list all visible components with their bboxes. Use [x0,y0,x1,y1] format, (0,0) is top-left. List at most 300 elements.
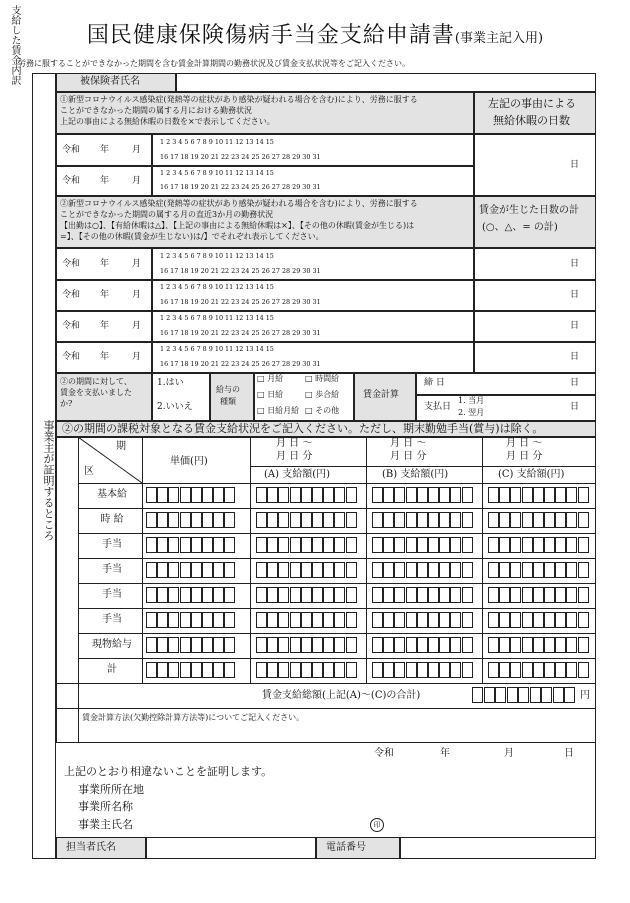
amount-b-digit-box[interactable] [439,612,450,628]
unit-price-digit-box[interactable] [224,487,235,503]
amount-c-digit-box[interactable] [488,562,499,578]
total-digit-box[interactable] [507,687,518,703]
amount-a-digit-box[interactable] [323,537,334,553]
amount-b-digit-box[interactable] [428,487,439,503]
amount-a-digit-box[interactable] [301,587,312,603]
amount-b-digit-box[interactable] [462,537,473,553]
unit-price-digit-box[interactable] [191,537,202,553]
amount-c-digit-box[interactable] [566,587,577,603]
amount-c-digit-box[interactable] [578,512,589,528]
total-digit-box[interactable] [530,687,541,703]
amount-c-digit-box[interactable] [544,637,555,653]
amount-a-digit-box[interactable] [301,487,312,503]
amount-a-digit-box[interactable] [346,537,357,553]
amount-a-digit-box[interactable] [346,662,357,678]
unit-price-digit-box[interactable] [213,562,224,578]
amount-c-digit-box[interactable] [499,562,510,578]
amount-b-digit-box[interactable] [462,612,473,628]
staff-field[interactable] [146,837,316,859]
amount-a-digit-box[interactable] [301,612,312,628]
amount-a-digit-box[interactable] [301,662,312,678]
amount-a-digit-box[interactable] [267,637,278,653]
amount-c-digit-box[interactable] [555,662,566,678]
amount-b-digit-box[interactable] [406,587,417,603]
unit-price-digit-box[interactable] [157,612,168,628]
amount-b-digit-box[interactable] [394,587,405,603]
amount-c-digit-box[interactable] [488,637,499,653]
amount-a-digit-box[interactable] [312,587,323,603]
amount-b-digit-box[interactable] [428,662,439,678]
amount-b-digit-box[interactable] [417,662,428,678]
amount-c-digit-box[interactable] [578,587,589,603]
amount-a-digit-box[interactable] [267,562,278,578]
amount-c-digit-box[interactable] [533,587,544,603]
amount-c-digit-box[interactable] [544,662,555,678]
amount-b-digit-box[interactable] [450,587,461,603]
amount-b-digit-box[interactable] [417,487,428,503]
amount-b-digit-box[interactable] [450,637,461,653]
amount-b-digit-box[interactable] [462,562,473,578]
amount-c-digit-box[interactable] [566,512,577,528]
pay-kind-other[interactable]: □ その他 [305,406,340,415]
amount-c-digit-box[interactable] [510,562,521,578]
amount-b-digit-box[interactable] [439,562,450,578]
amount-c-digit-box[interactable] [522,537,533,553]
amount-a-digit-box[interactable] [334,637,345,653]
amount-b-digit-box[interactable] [462,512,473,528]
amount-c-digit-box[interactable] [510,587,521,603]
amount-c-digit-box[interactable] [499,487,510,503]
unit-price-digit-box[interactable] [202,612,213,628]
amount-a-digit-box[interactable] [267,512,278,528]
unit-price-digit-box[interactable] [180,587,191,603]
amount-b-digit-box[interactable] [383,612,394,628]
amount-b-digit-box[interactable] [372,612,383,628]
amount-b-digit-box[interactable] [406,487,417,503]
amount-b-digit-box[interactable] [450,487,461,503]
amount-a-digit-box[interactable] [312,637,323,653]
amount-a-digit-box[interactable] [346,487,357,503]
phone-field[interactable] [400,837,596,859]
amount-a-digit-box[interactable] [256,662,267,678]
amount-a-digit-box[interactable] [334,512,345,528]
pay-answer-no[interactable]: 2.いいえ [157,402,193,412]
amount-a-digit-box[interactable] [323,612,334,628]
total-digit-box[interactable] [484,687,495,703]
unit-price-digit-box[interactable] [224,612,235,628]
amount-a-digit-box[interactable] [323,487,334,503]
amount-c-digit-box[interactable] [533,537,544,553]
amount-a-digit-box[interactable] [323,587,334,603]
amount-b-digit-box[interactable] [439,487,450,503]
amount-c-digit-box[interactable] [499,612,510,628]
unit-price-digit-box[interactable] [157,662,168,678]
amount-a-digit-box[interactable] [290,512,301,528]
amount-b-digit-box[interactable] [406,612,417,628]
unit-price-digit-box[interactable] [191,612,202,628]
amount-c-digit-box[interactable] [522,637,533,653]
amount-b-digit-box[interactable] [394,487,405,503]
amount-a-digit-box[interactable] [346,587,357,603]
unit-price-digit-box[interactable] [168,662,179,678]
amount-a-digit-box[interactable] [312,662,323,678]
amount-c-digit-box[interactable] [510,637,521,653]
amount-b-digit-box[interactable] [394,562,405,578]
unit-price-digit-box[interactable] [146,662,157,678]
amount-a-digit-box[interactable] [312,487,323,503]
amount-b-digit-box[interactable] [394,637,405,653]
unit-price-digit-box[interactable] [146,537,157,553]
amount-c-digit-box[interactable] [578,612,589,628]
amount-c-digit-box[interactable] [555,637,566,653]
amount-b-digit-box[interactable] [394,537,405,553]
pay-answer-yes[interactable]: 1.はい [157,378,184,388]
unit-price-digit-box[interactable] [168,612,179,628]
unit-price-digit-box[interactable] [157,562,168,578]
unit-price-digit-box[interactable] [213,587,224,603]
unit-price-digit-box[interactable] [168,512,179,528]
unit-price-digit-box[interactable] [157,587,168,603]
amount-b-digit-box[interactable] [428,637,439,653]
unit-price-digit-box[interactable] [157,487,168,503]
amount-c-digit-box[interactable] [488,512,499,528]
pay-kind-monthly[interactable]: □ 月給 [257,374,284,383]
total-digit-box[interactable] [541,687,552,703]
amount-b-digit-box[interactable] [428,612,439,628]
amount-c-digit-box[interactable] [488,612,499,628]
unit-price-digit-box[interactable] [146,612,157,628]
amount-c-digit-box[interactable] [544,587,555,603]
amount-a-digit-box[interactable] [290,662,301,678]
amount-a-digit-box[interactable] [312,512,323,528]
unit-price-digit-box[interactable] [180,612,191,628]
amount-c-digit-box[interactable] [566,637,577,653]
amount-c-digit-box[interactable] [555,562,566,578]
amount-c-digit-box[interactable] [566,612,577,628]
amount-b-digit-box[interactable] [383,587,394,603]
amount-c-digit-box[interactable] [510,612,521,628]
amount-b-digit-box[interactable] [372,637,383,653]
amount-a-digit-box[interactable] [256,512,267,528]
amount-b-digit-box[interactable] [383,637,394,653]
unit-price-digit-box[interactable] [224,562,235,578]
unit-price-digit-box[interactable] [191,562,202,578]
pay-kind-commission[interactable]: □ 歩合給 [305,390,340,399]
amount-b-digit-box[interactable] [406,562,417,578]
unit-price-digit-box[interactable] [202,562,213,578]
amount-a-digit-box[interactable] [267,587,278,603]
amount-c-digit-box[interactable] [555,487,566,503]
amount-a-digit-box[interactable] [267,662,278,678]
amount-b-digit-box[interactable] [439,512,450,528]
amount-b-digit-box[interactable] [450,562,461,578]
amount-a-digit-box[interactable] [334,537,345,553]
amount-c-digit-box[interactable] [499,537,510,553]
amount-c-digit-box[interactable] [499,637,510,653]
amount-b-digit-box[interactable] [383,562,394,578]
amount-a-digit-box[interactable] [267,612,278,628]
unit-price-digit-box[interactable] [180,662,191,678]
amount-b-digit-box[interactable] [406,537,417,553]
amount-b-digit-box[interactable] [417,537,428,553]
amount-a-digit-box[interactable] [312,612,323,628]
total-digit-box[interactable] [518,687,529,703]
amount-b-digit-box[interactable] [394,662,405,678]
amount-b-digit-box[interactable] [439,662,450,678]
amount-a-digit-box[interactable] [323,512,334,528]
unit-price-digit-box[interactable] [180,512,191,528]
amount-c-digit-box[interactable] [578,487,589,503]
amount-b-digit-box[interactable] [462,487,473,503]
amount-a-digit-box[interactable] [290,637,301,653]
unit-price-digit-box[interactable] [213,487,224,503]
amount-a-digit-box[interactable] [290,587,301,603]
amount-b-digit-box[interactable] [462,587,473,603]
amount-a-digit-box[interactable] [346,612,357,628]
insured-name-field[interactable] [176,73,596,92]
amount-c-digit-box[interactable] [522,587,533,603]
amount-c-digit-box[interactable] [566,662,577,678]
pay-day-opt1[interactable]: 1. 当月 [458,396,485,405]
amount-b-digit-box[interactable] [372,587,383,603]
amount-c-digit-box[interactable] [488,587,499,603]
amount-b-digit-box[interactable] [439,587,450,603]
amount-c-digit-box[interactable] [533,487,544,503]
unit-price-digit-box[interactable] [202,587,213,603]
amount-a-digit-box[interactable] [278,487,289,503]
amount-a-digit-box[interactable] [278,512,289,528]
amount-c-digit-box[interactable] [499,512,510,528]
amount-a-digit-box[interactable] [256,612,267,628]
unit-price-digit-box[interactable] [146,637,157,653]
amount-b-digit-box[interactable] [383,487,394,503]
amount-c-digit-box[interactable] [566,537,577,553]
amount-c-digit-box[interactable] [566,487,577,503]
amount-b-digit-box[interactable] [372,562,383,578]
unit-price-digit-box[interactable] [168,562,179,578]
amount-b-digit-box[interactable] [406,512,417,528]
amount-a-digit-box[interactable] [301,562,312,578]
amount-c-digit-box[interactable] [544,487,555,503]
amount-a-digit-box[interactable] [346,562,357,578]
amount-a-digit-box[interactable] [323,637,334,653]
amount-c-digit-box[interactable] [510,487,521,503]
amount-c-digit-box[interactable] [578,662,589,678]
amount-a-digit-box[interactable] [256,637,267,653]
unit-price-digit-box[interactable] [191,512,202,528]
amount-a-digit-box[interactable] [290,562,301,578]
amount-a-digit-box[interactable] [290,612,301,628]
amount-a-digit-box[interactable] [278,612,289,628]
unit-price-digit-box[interactable] [146,587,157,603]
amount-a-digit-box[interactable] [278,637,289,653]
amount-a-digit-box[interactable] [323,562,334,578]
amount-c-digit-box[interactable] [555,612,566,628]
amount-b-digit-box[interactable] [394,512,405,528]
amount-c-digit-box[interactable] [510,537,521,553]
unit-price-digit-box[interactable] [202,487,213,503]
amount-a-digit-box[interactable] [278,537,289,553]
amount-a-digit-box[interactable] [334,487,345,503]
amount-b-digit-box[interactable] [450,662,461,678]
unit-price-digit-box[interactable] [191,662,202,678]
amount-a-digit-box[interactable] [290,487,301,503]
unit-price-digit-box[interactable] [180,562,191,578]
pay-day-opt2[interactable]: 2. 翌月 [458,408,485,417]
amount-b-digit-box[interactable] [406,662,417,678]
unit-price-digit-box[interactable] [168,537,179,553]
amount-c-digit-box[interactable] [522,487,533,503]
amount-c-digit-box[interactable] [522,562,533,578]
amount-a-digit-box[interactable] [256,562,267,578]
amount-c-digit-box[interactable] [544,537,555,553]
unit-price-digit-box[interactable] [224,537,235,553]
amount-b-digit-box[interactable] [372,487,383,503]
amount-b-digit-box[interactable] [428,562,439,578]
amount-a-digit-box[interactable] [278,662,289,678]
amount-c-digit-box[interactable] [533,662,544,678]
amount-c-digit-box[interactable] [566,562,577,578]
amount-b-digit-box[interactable] [406,637,417,653]
amount-a-digit-box[interactable] [278,587,289,603]
amount-b-digit-box[interactable] [417,512,428,528]
amount-c-digit-box[interactable] [578,637,589,653]
unit-price-digit-box[interactable] [224,512,235,528]
amount-b-digit-box[interactable] [394,612,405,628]
amount-c-digit-box[interactable] [544,512,555,528]
amount-c-digit-box[interactable] [522,662,533,678]
amount-b-digit-box[interactable] [417,612,428,628]
unit-price-digit-box[interactable] [168,637,179,653]
unit-price-digit-box[interactable] [146,562,157,578]
amount-a-digit-box[interactable] [290,537,301,553]
amount-b-digit-box[interactable] [372,512,383,528]
amount-a-digit-box[interactable] [346,637,357,653]
amount-c-digit-box[interactable] [555,537,566,553]
amount-b-digit-box[interactable] [450,512,461,528]
amount-a-digit-box[interactable] [323,662,334,678]
amount-c-digit-box[interactable] [488,487,499,503]
unit-price-digit-box[interactable] [213,637,224,653]
amount-a-digit-box[interactable] [301,512,312,528]
unit-price-digit-box[interactable] [224,662,235,678]
amount-c-digit-box[interactable] [533,637,544,653]
unit-price-digit-box[interactable] [202,512,213,528]
amount-a-digit-box[interactable] [278,562,289,578]
unit-price-digit-box[interactable] [168,487,179,503]
unit-price-digit-box[interactable] [168,587,179,603]
unit-price-digit-box[interactable] [224,637,235,653]
amount-c-digit-box[interactable] [510,512,521,528]
amount-a-digit-box[interactable] [256,487,267,503]
unit-price-digit-box[interactable] [202,537,213,553]
amount-a-digit-box[interactable] [334,612,345,628]
total-digit-box[interactable] [564,687,575,703]
amount-b-digit-box[interactable] [428,587,439,603]
amount-b-digit-box[interactable] [428,537,439,553]
unit-price-digit-box[interactable] [191,587,202,603]
amount-c-digit-box[interactable] [533,512,544,528]
amount-c-digit-box[interactable] [488,537,499,553]
amount-b-digit-box[interactable] [383,512,394,528]
amount-c-digit-box[interactable] [544,612,555,628]
amount-c-digit-box[interactable] [555,512,566,528]
amount-b-digit-box[interactable] [462,637,473,653]
amount-c-digit-box[interactable] [522,512,533,528]
unit-price-digit-box[interactable] [202,662,213,678]
amount-b-digit-box[interactable] [439,537,450,553]
unit-price-digit-box[interactable] [180,637,191,653]
amount-b-digit-box[interactable] [417,587,428,603]
amount-a-digit-box[interactable] [301,637,312,653]
unit-price-digit-box[interactable] [191,637,202,653]
amount-c-digit-box[interactable] [499,662,510,678]
amount-a-digit-box[interactable] [267,487,278,503]
total-digit-box[interactable] [553,687,564,703]
unit-price-digit-box[interactable] [213,662,224,678]
unit-price-digit-box[interactable] [213,537,224,553]
amount-b-digit-box[interactable] [462,662,473,678]
unit-price-digit-box[interactable] [180,537,191,553]
unit-price-digit-box[interactable] [180,487,191,503]
unit-price-digit-box[interactable] [146,487,157,503]
amount-c-digit-box[interactable] [544,562,555,578]
amount-b-digit-box[interactable] [428,512,439,528]
pay-kind-hourly[interactable]: □ 時間給 [305,374,340,383]
amount-a-digit-box[interactable] [312,537,323,553]
amount-c-digit-box[interactable] [555,587,566,603]
pay-kind-daily[interactable]: □ 日給 [257,390,284,399]
unit-price-digit-box[interactable] [213,612,224,628]
amount-b-digit-box[interactable] [372,537,383,553]
amount-b-digit-box[interactable] [450,612,461,628]
unit-price-digit-box[interactable] [157,512,168,528]
amount-c-digit-box[interactable] [578,537,589,553]
amount-c-digit-box[interactable] [499,587,510,603]
amount-b-digit-box[interactable] [417,637,428,653]
unit-price-digit-box[interactable] [191,487,202,503]
unit-price-digit-box[interactable] [146,512,157,528]
unit-price-digit-box[interactable] [202,637,213,653]
amount-c-digit-box[interactable] [533,612,544,628]
unit-price-digit-box[interactable] [213,512,224,528]
amount-a-digit-box[interactable] [312,562,323,578]
unit-price-digit-box[interactable] [157,637,168,653]
amount-c-digit-box[interactable] [522,612,533,628]
unit-price-digit-box[interactable] [157,537,168,553]
amount-c-digit-box[interactable] [488,662,499,678]
amount-b-digit-box[interactable] [383,537,394,553]
amount-b-digit-box[interactable] [450,537,461,553]
amount-a-digit-box[interactable] [267,537,278,553]
amount-a-digit-box[interactable] [256,537,267,553]
amount-a-digit-box[interactable] [301,537,312,553]
amount-a-digit-box[interactable] [334,662,345,678]
pay-kind-daily-monthly[interactable]: □ 日給月給 [257,406,300,415]
amount-b-digit-box[interactable] [417,562,428,578]
total-digit-box[interactable] [472,687,483,703]
amount-a-digit-box[interactable] [334,587,345,603]
amount-b-digit-box[interactable] [439,637,450,653]
amount-c-digit-box[interactable] [578,562,589,578]
amount-b-digit-box[interactable] [372,662,383,678]
total-digit-box[interactable] [495,687,506,703]
amount-c-digit-box[interactable] [510,662,521,678]
amount-b-digit-box[interactable] [383,662,394,678]
amount-a-digit-box[interactable] [256,587,267,603]
amount-a-digit-box[interactable] [346,512,357,528]
unit-price-digit-box[interactable] [224,587,235,603]
